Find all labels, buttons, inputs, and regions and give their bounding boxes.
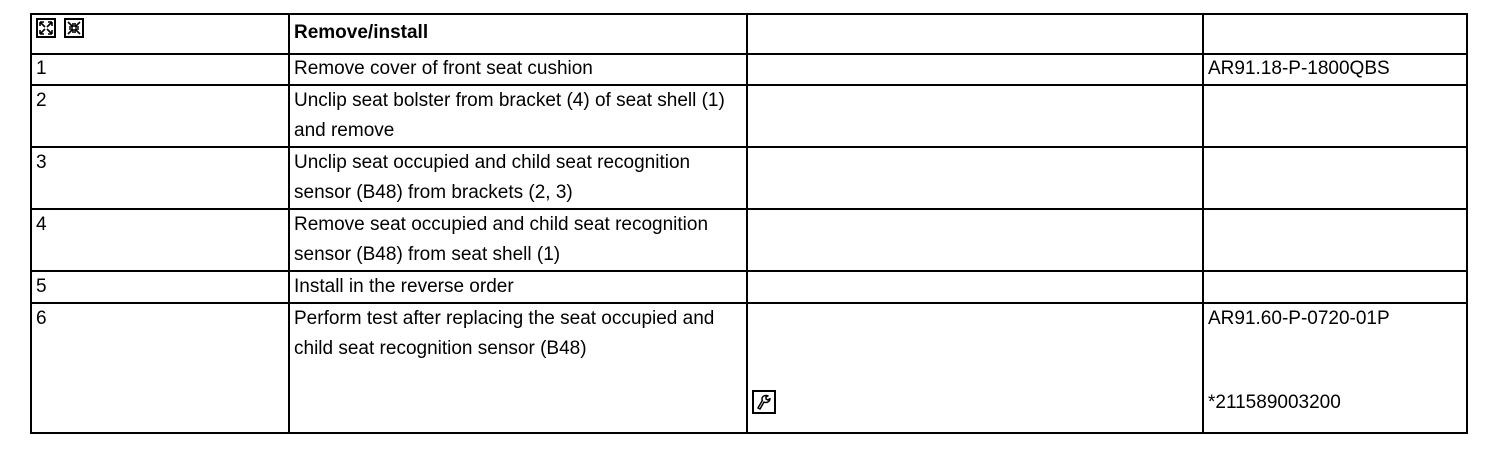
step-reference <box>1203 303 1467 433</box>
step-text: Remove cover of front seat cushion <box>289 54 747 85</box>
step-tool-cell <box>747 147 1203 209</box>
step-reference <box>1203 85 1467 147</box>
table-header-row <box>31 14 1467 54</box>
table-row <box>31 54 1467 85</box>
step-text: Install in the reverse order <box>289 271 747 303</box>
table-row <box>31 85 1467 147</box>
step-tool-cell <box>747 85 1203 147</box>
step-text: Perform test after replacing the seat occupied and child seat recognition sensor (B48) <box>289 303 747 433</box>
step-reference <box>1203 271 1467 303</box>
step-reference <box>1203 209 1467 271</box>
tool-part-number: *211589003200 <box>1208 392 1341 413</box>
step-tool-cell <box>747 303 1203 433</box>
table-row <box>31 147 1467 209</box>
table-row <box>31 209 1467 271</box>
procedure-table <box>30 13 1468 434</box>
table-row <box>31 271 1467 303</box>
section-title: Remove/install <box>294 22 429 43</box>
step-number: 4 <box>31 209 289 271</box>
step-reference[interactable]: AR91.18-P-1800QBS <box>1203 54 1467 85</box>
step-reference <box>1203 147 1467 209</box>
reference-link[interactable]: AR91.60-P-0720-01P <box>1208 308 1390 329</box>
header-icons-cell <box>31 14 289 54</box>
step-number: 3 <box>31 147 289 209</box>
step-text: Unclip seat bolster from bracket (4) of seat shell (1) and remove <box>289 85 747 147</box>
header-title-cell <box>289 14 747 54</box>
step-number: 5 <box>31 271 289 303</box>
step-number: 2 <box>31 85 289 147</box>
header-empty-cell <box>747 14 1203 54</box>
step-tool-cell <box>747 209 1203 271</box>
step-tool-cell <box>747 54 1203 85</box>
special-tool-icon[interactable] <box>752 390 776 414</box>
step-text: Unclip seat occupied and child seat recognition sensor (B48) from brackets (2, 3) <box>289 147 747 209</box>
collapse-icon[interactable] <box>64 18 84 38</box>
step-number: 6 <box>31 303 289 433</box>
step-text: Remove seat occupied and child seat recognition sensor (B48) from seat shell (1) <box>289 209 747 271</box>
header-empty-cell <box>1203 14 1467 54</box>
step-tool-cell <box>747 271 1203 303</box>
expand-icon[interactable] <box>36 18 56 38</box>
step-number: 1 <box>31 54 289 85</box>
table-row <box>31 303 1467 433</box>
